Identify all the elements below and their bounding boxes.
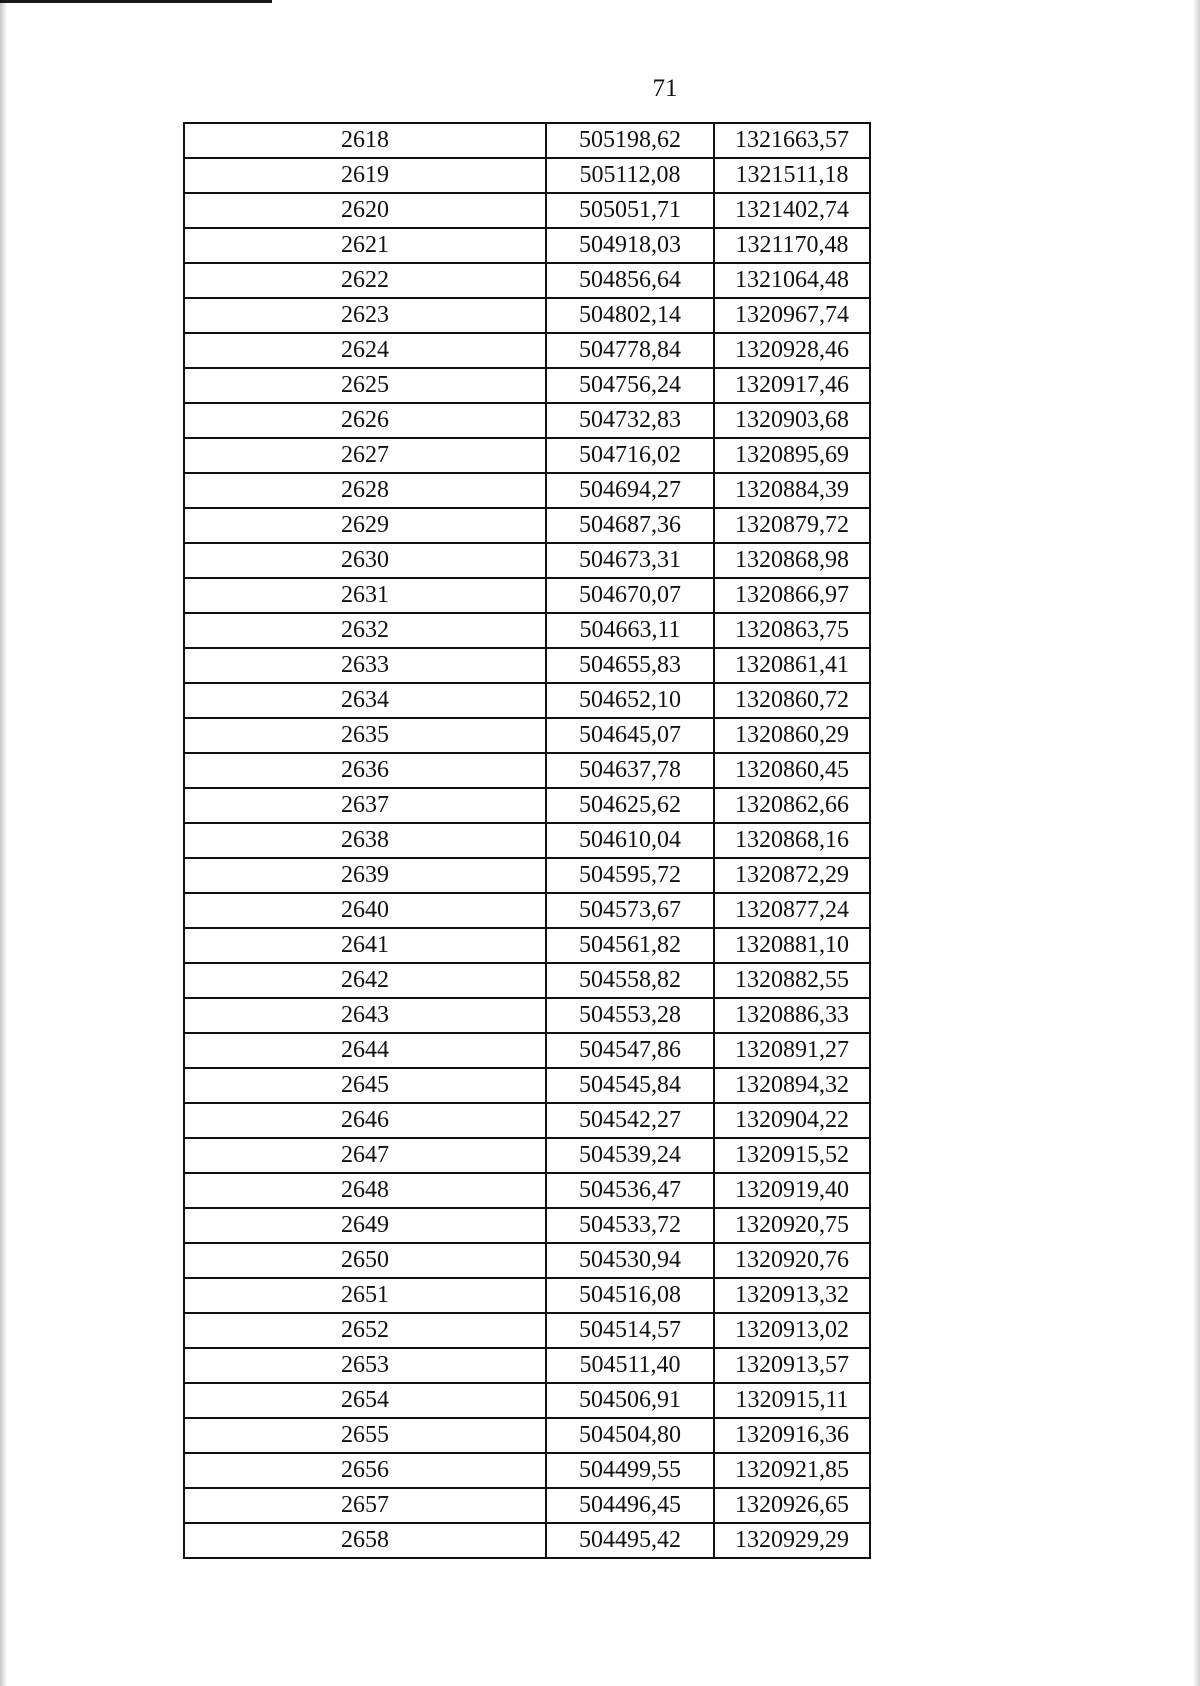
table-row [184,1138,870,1173]
table-row [184,193,870,228]
table-row [184,438,870,473]
y-coordinate-cell: 1320919,40 [714,1173,870,1208]
y-coordinate-cell: 1320915,52 [714,1138,870,1173]
y-coordinate-cell: 1320891,27 [714,1033,870,1068]
table-row [184,1383,870,1418]
x-coordinate-cell: 504694,27 [546,473,714,508]
x-coordinate-cell: 504506,91 [546,1383,714,1418]
point-number-cell: 2625 [184,368,546,403]
table-row [184,1208,870,1243]
x-coordinate-cell: 504539,24 [546,1138,714,1173]
table-row [184,1103,870,1138]
x-coordinate-cell: 504511,40 [546,1348,714,1383]
point-number-cell: 2656 [184,1453,546,1488]
point-number-cell: 2626 [184,403,546,438]
point-number-cell: 2658 [184,1523,546,1558]
x-coordinate-cell: 504637,78 [546,753,714,788]
y-coordinate-cell: 1320904,22 [714,1103,870,1138]
x-coordinate-cell: 505198,62 [546,123,714,158]
table-row [184,683,870,718]
y-coordinate-cell: 1320928,46 [714,333,870,368]
y-coordinate-cell: 1320929,29 [714,1523,870,1558]
table-row [184,1173,870,1208]
x-coordinate-cell: 504536,47 [546,1173,714,1208]
point-number-cell: 2657 [184,1488,546,1523]
point-number-cell: 2631 [184,578,546,613]
table-row [184,1278,870,1313]
x-coordinate-cell: 504655,83 [546,648,714,683]
x-coordinate-cell: 504610,04 [546,823,714,858]
table-row [184,1348,870,1383]
table-row [184,508,870,543]
point-number-cell: 2629 [184,508,546,543]
x-coordinate-cell: 504918,03 [546,228,714,263]
point-number-cell: 2654 [184,1383,546,1418]
point-number-cell: 2647 [184,1138,546,1173]
y-coordinate-cell: 1321170,48 [714,228,870,263]
table-row [184,1523,870,1558]
table-row [184,928,870,963]
y-coordinate-cell: 1320917,46 [714,368,870,403]
table-row [184,718,870,753]
table-row [184,998,870,1033]
y-coordinate-cell: 1321064,48 [714,263,870,298]
table-row [184,403,870,438]
table-row [184,1313,870,1348]
point-number-cell: 2641 [184,928,546,963]
y-coordinate-cell: 1321663,57 [714,123,870,158]
table-row [184,368,870,403]
table-row [184,648,870,683]
y-coordinate-cell: 1320886,33 [714,998,870,1033]
x-coordinate-cell: 504802,14 [546,298,714,333]
table-row [184,298,870,333]
y-coordinate-cell: 1320913,02 [714,1313,870,1348]
point-number-cell: 2620 [184,193,546,228]
point-number-cell: 2637 [184,788,546,823]
point-number-cell: 2619 [184,158,546,193]
y-coordinate-cell: 1320861,41 [714,648,870,683]
page-number: 71 [652,75,678,102]
coordinates-table [183,122,871,1559]
y-coordinate-cell: 1320868,98 [714,543,870,578]
table-row [184,1068,870,1103]
table-row [184,753,870,788]
y-coordinate-cell: 1321511,18 [714,158,870,193]
x-coordinate-cell: 504542,27 [546,1103,714,1138]
x-coordinate-cell: 504673,31 [546,543,714,578]
x-coordinate-cell: 504716,02 [546,438,714,473]
x-coordinate-cell: 504645,07 [546,718,714,753]
point-number-cell: 2643 [184,998,546,1033]
point-number-cell: 2655 [184,1418,546,1453]
point-number-cell: 2651 [184,1278,546,1313]
point-number-cell: 2633 [184,648,546,683]
y-coordinate-cell: 1320903,68 [714,403,870,438]
y-coordinate-cell: 1320913,32 [714,1278,870,1313]
x-coordinate-cell: 504558,82 [546,963,714,998]
x-coordinate-cell: 504573,67 [546,893,714,928]
table-row [184,1243,870,1278]
point-number-cell: 2644 [184,1033,546,1068]
y-coordinate-cell: 1320915,11 [714,1383,870,1418]
top-rule-line [0,0,272,3]
table-row [184,858,870,893]
point-number-cell: 2650 [184,1243,546,1278]
y-coordinate-cell: 1320895,69 [714,438,870,473]
table-row [184,578,870,613]
x-coordinate-cell: 504670,07 [546,578,714,613]
x-coordinate-cell: 504732,83 [546,403,714,438]
table-row [184,333,870,368]
y-coordinate-cell: 1320894,32 [714,1068,870,1103]
x-coordinate-cell: 504625,62 [546,788,714,823]
y-coordinate-cell: 1320860,72 [714,683,870,718]
y-coordinate-cell: 1320913,57 [714,1348,870,1383]
y-coordinate-cell: 1320884,39 [714,473,870,508]
x-coordinate-cell: 504504,80 [546,1418,714,1453]
x-coordinate-cell: 504756,24 [546,368,714,403]
table-row [184,1453,870,1488]
y-coordinate-cell: 1320926,65 [714,1488,870,1523]
x-coordinate-cell: 504545,84 [546,1068,714,1103]
x-coordinate-cell: 504499,55 [546,1453,714,1488]
scan-edge-right [1194,0,1200,1686]
y-coordinate-cell: 1320866,97 [714,578,870,613]
y-coordinate-cell: 1320868,16 [714,823,870,858]
point-number-cell: 2652 [184,1313,546,1348]
x-coordinate-cell: 504561,82 [546,928,714,963]
point-number-cell: 2628 [184,473,546,508]
y-coordinate-cell: 1320967,74 [714,298,870,333]
y-coordinate-cell: 1320916,36 [714,1418,870,1453]
point-number-cell: 2648 [184,1173,546,1208]
x-coordinate-cell: 504595,72 [546,858,714,893]
table-row [184,263,870,298]
y-coordinate-cell: 1320881,10 [714,928,870,963]
x-coordinate-cell: 504553,28 [546,998,714,1033]
y-coordinate-cell: 1320860,45 [714,753,870,788]
table-row [184,963,870,998]
table-row [184,893,870,928]
point-number-cell: 2645 [184,1068,546,1103]
y-coordinate-cell: 1320879,72 [714,508,870,543]
y-coordinate-cell: 1320862,66 [714,788,870,823]
x-coordinate-cell: 504856,64 [546,263,714,298]
table-row [184,1488,870,1523]
x-coordinate-cell: 504496,45 [546,1488,714,1523]
x-coordinate-cell: 504663,11 [546,613,714,648]
table-row [184,1418,870,1453]
point-number-cell: 2653 [184,1348,546,1383]
point-number-cell: 2638 [184,823,546,858]
table-row [184,158,870,193]
point-number-cell: 2642 [184,963,546,998]
y-coordinate-cell: 1320921,85 [714,1453,870,1488]
x-coordinate-cell: 504495,42 [546,1523,714,1558]
coordinates-table-body [184,123,870,1558]
y-coordinate-cell: 1321402,74 [714,193,870,228]
scan-edge-left [0,0,6,1686]
point-number-cell: 2618 [184,123,546,158]
x-coordinate-cell: 505112,08 [546,158,714,193]
point-number-cell: 2639 [184,858,546,893]
point-number-cell: 2622 [184,263,546,298]
y-coordinate-cell: 1320872,29 [714,858,870,893]
y-coordinate-cell: 1320860,29 [714,718,870,753]
point-number-cell: 2627 [184,438,546,473]
x-coordinate-cell: 504652,10 [546,683,714,718]
table-row [184,613,870,648]
table-row [184,228,870,263]
y-coordinate-cell: 1320920,75 [714,1208,870,1243]
x-coordinate-cell: 505051,71 [546,193,714,228]
table-row [184,1033,870,1068]
point-number-cell: 2630 [184,543,546,578]
x-coordinate-cell: 504778,84 [546,333,714,368]
x-coordinate-cell: 504547,86 [546,1033,714,1068]
x-coordinate-cell: 504687,36 [546,508,714,543]
x-coordinate-cell: 504514,57 [546,1313,714,1348]
y-coordinate-cell: 1320863,75 [714,613,870,648]
point-number-cell: 2636 [184,753,546,788]
point-number-cell: 2634 [184,683,546,718]
point-number-cell: 2640 [184,893,546,928]
point-number-cell: 2632 [184,613,546,648]
table-row [184,123,870,158]
point-number-cell: 2635 [184,718,546,753]
y-coordinate-cell: 1320882,55 [714,963,870,998]
point-number-cell: 2649 [184,1208,546,1243]
table-row [184,473,870,508]
point-number-cell: 2646 [184,1103,546,1138]
table-row [184,823,870,858]
table-row [184,543,870,578]
x-coordinate-cell: 504530,94 [546,1243,714,1278]
point-number-cell: 2621 [184,228,546,263]
y-coordinate-cell: 1320920,76 [714,1243,870,1278]
table-row [184,788,870,823]
x-coordinate-cell: 504516,08 [546,1278,714,1313]
point-number-cell: 2623 [184,298,546,333]
y-coordinate-cell: 1320877,24 [714,893,870,928]
x-coordinate-cell: 504533,72 [546,1208,714,1243]
point-number-cell: 2624 [184,333,546,368]
